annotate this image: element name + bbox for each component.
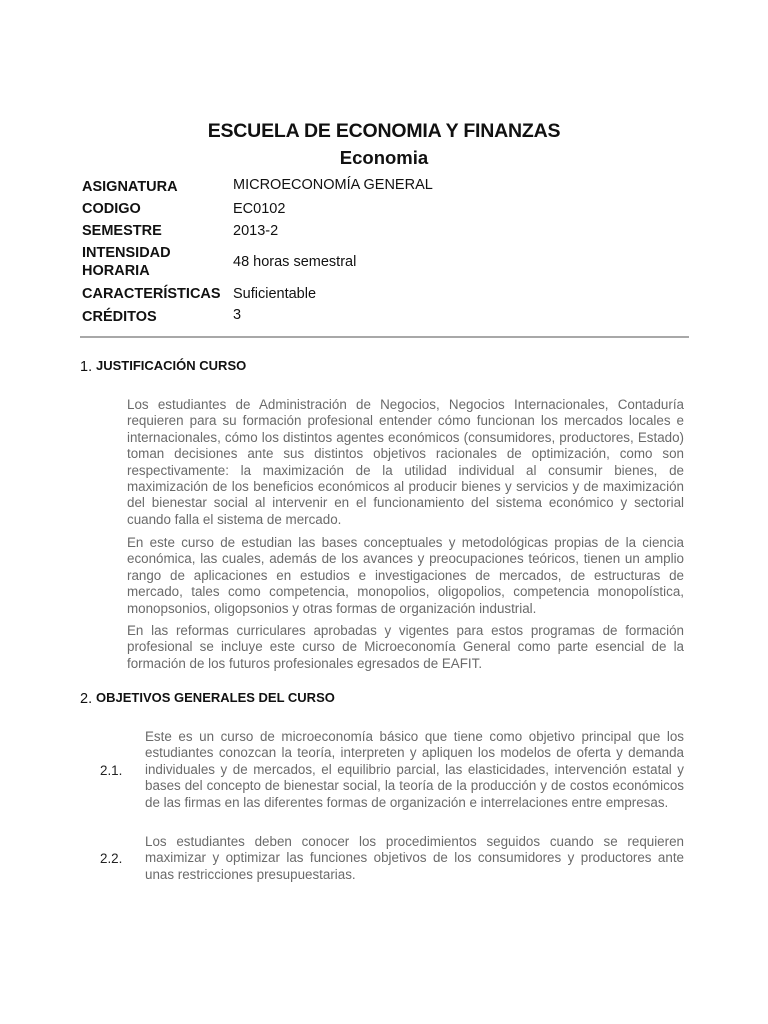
objective-item bbox=[100, 729, 684, 811]
info-row-asignatura bbox=[82, 176, 682, 198]
info-value: 48 horas semestral bbox=[233, 254, 357, 270]
info-value: EC0102 bbox=[233, 201, 286, 217]
info-row-codigo bbox=[82, 198, 682, 220]
section-divider bbox=[80, 336, 689, 338]
info-label bbox=[82, 244, 233, 280]
objective-text: Este es un curso de microeconomía básico que tiene como objetivo principal que los estudiantes conozcan la teoría, interpreten y apliquen los modelos de oferta y demanda individuales y de mercados, el equilibrio parcial, las elasticidades, intervención estatal y bases del concepto de bienestar social, la teoría de la producción y de costos económicos de las firmas en las diferentes formas de organización e interrelaciones entre empresas. bbox=[145, 729, 684, 810]
paragraph: En las reformas curriculares aprobadas y vigentes para estos programas de formación profesional se incluye este curso de Microeconomía General como parte esencial de la formación de los futuros profesionales egresados de EAFIT. bbox=[127, 623, 684, 671]
section-title: OBJETIVOS GENERALES DEL CURSO bbox=[96, 690, 335, 705]
info-row-creditos bbox=[82, 306, 682, 328]
info-label-line: HORARIA bbox=[82, 263, 150, 279]
info-label: CARACTERÍSTICAS bbox=[82, 286, 221, 302]
paragraph: En este curso de estudian las bases conceptuales y metodológicas propias de la ciencia económica, las cuales, además de los avances y preocupaciones teóricos, tienen un amplio rango de aplicaciones en estudios e investigaciones de mercados, de estructuras de mercado, tales como competencia, monopolios, oligopolios, competencia monopolística, monopsonios, oligopsonios y otras formas de organización industrial. bbox=[127, 535, 684, 616]
objective-item bbox=[100, 834, 684, 883]
info-label: ASIGNATURA bbox=[82, 179, 178, 195]
info-row-intensidad bbox=[82, 242, 682, 282]
document-subtitle: Economia bbox=[339, 147, 429, 168]
info-label: SEMESTRE bbox=[82, 223, 162, 239]
section-number: 1. bbox=[80, 359, 93, 375]
section-heading-objetivos bbox=[80, 690, 335, 707]
section-number: 2. bbox=[80, 691, 93, 707]
info-value: Suficientable bbox=[233, 286, 317, 302]
info-label-line: INTENSIDAD bbox=[82, 245, 171, 261]
course-info-table bbox=[82, 176, 682, 328]
objective-number: 2.2. bbox=[100, 851, 123, 867]
info-label: CRÉDITOS bbox=[82, 309, 157, 325]
info-label: CODIGO bbox=[82, 201, 141, 217]
section-title: JUSTIFICACIÓN CURSO bbox=[96, 358, 247, 373]
info-row-caracteristicas bbox=[82, 282, 682, 306]
info-value: 2013-2 bbox=[233, 223, 279, 239]
info-value: MICROECONOMÍA GENERAL bbox=[233, 177, 433, 193]
info-value: 3 bbox=[233, 307, 242, 323]
section-heading-justificacion bbox=[80, 358, 246, 375]
objective-number: 2.1. bbox=[100, 762, 123, 778]
objective-text: Los estudiantes deben conocer los procedimientos seguidos cuando se requieren maximizar y optimizar las funciones objetivos de los consumidores y productores ante unas restricciones presupuestarias. bbox=[145, 834, 684, 882]
info-row-semestre bbox=[82, 220, 682, 242]
document-title: ESCUELA DE ECONOMIA Y FINANZAS bbox=[207, 120, 561, 142]
paragraph: Los estudiantes de Administración de Negocios, Negocios Internacionales, Contaduría requieren para su formación profesional entender cómo funcionan los mercados locales e internacionales, cómo los distintos agentes económicos (consumidores, productores, Estado) toman decisiones ante sus distintos objetivos racionales de optimización, como son respectivamente: la maximización de la utilidad individual al consumir bienes, de maximización de los beneficios económicos al producir bienes y servicios y de maximización del bienestar social al intervenir en el funcionamiento del sistema económico y sectorial cuando falla el sistema de mercado. bbox=[127, 397, 684, 527]
